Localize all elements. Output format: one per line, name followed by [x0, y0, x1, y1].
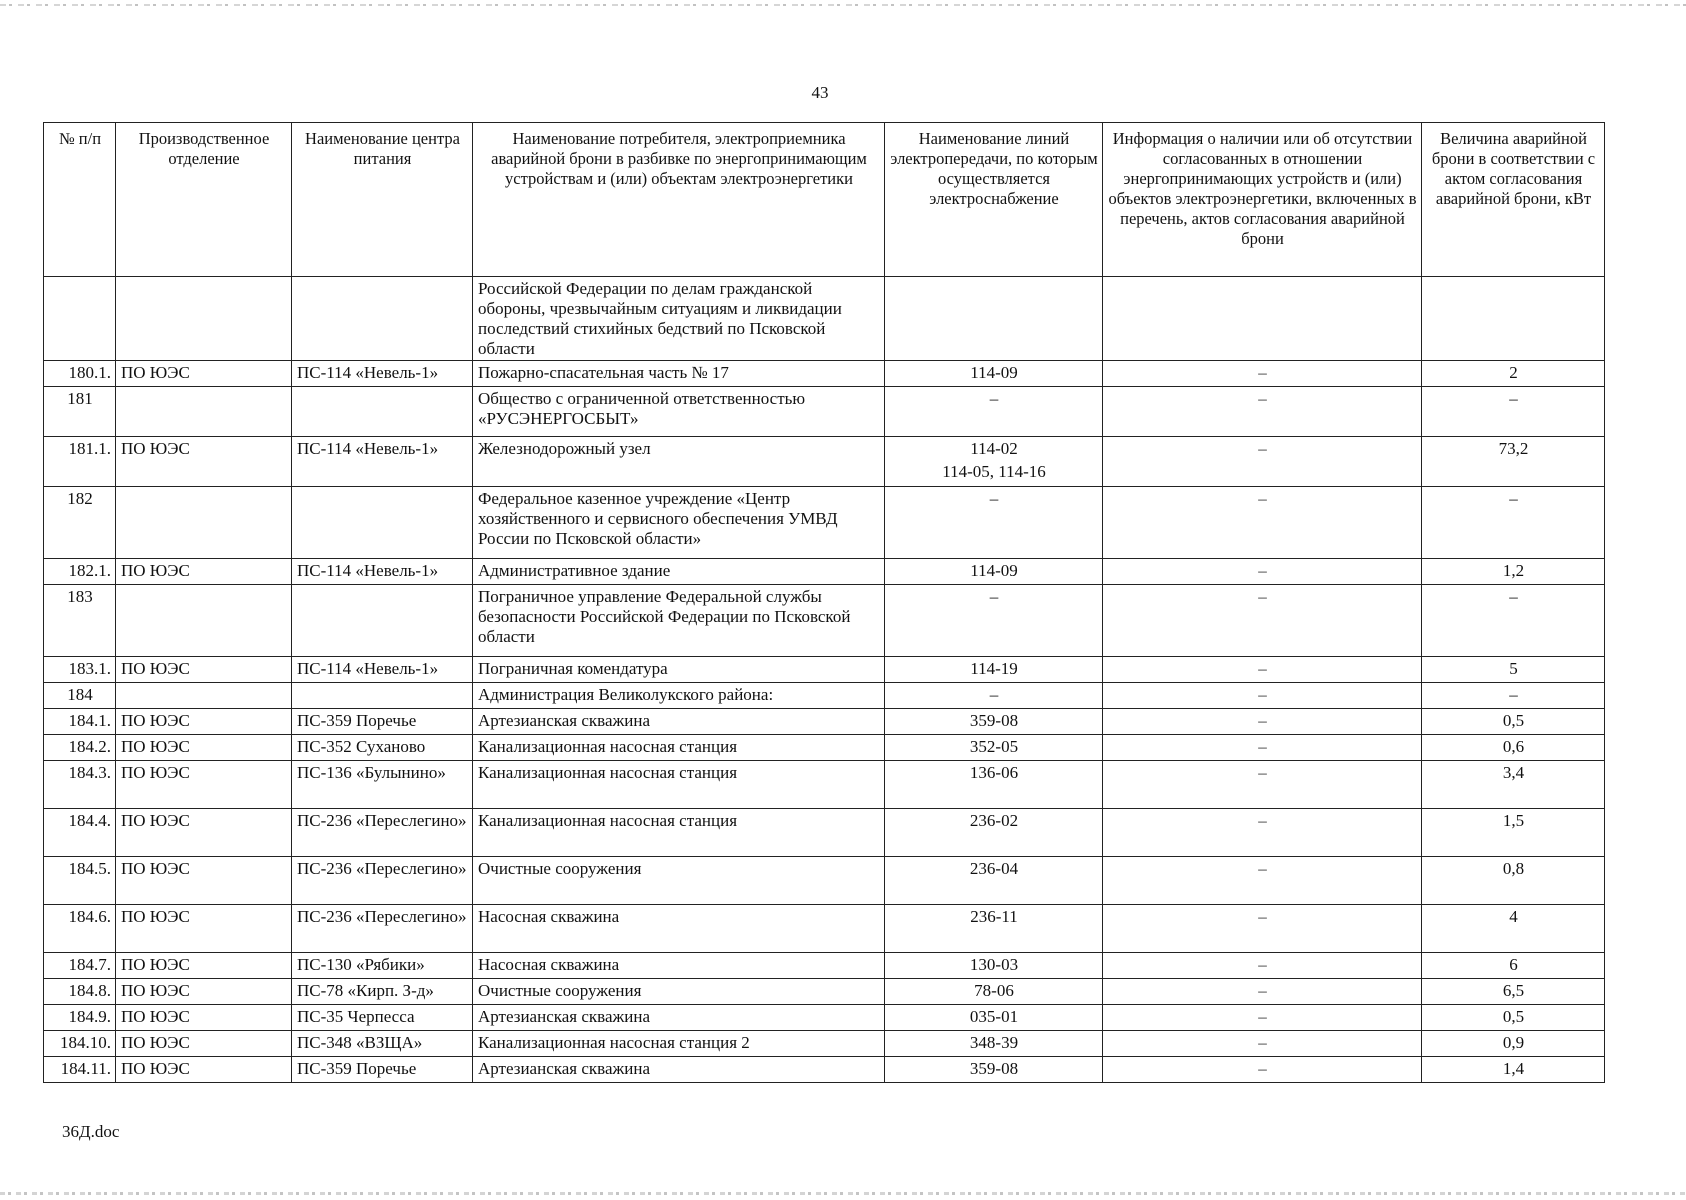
header-value: Величина аварийной брони в соответствии с актом согласования аварийной брони, кВт: [1422, 123, 1605, 277]
cell-info: –: [1103, 953, 1422, 979]
cell-division: [116, 387, 292, 437]
cell-value: 0,9: [1422, 1031, 1605, 1057]
table-row: [44, 761, 1605, 809]
cell-value: –: [1422, 585, 1605, 657]
cell-lines-primary: 136-06: [969, 763, 1019, 782]
page-number: 43: [811, 83, 829, 102]
cell-value: 6,5: [1422, 979, 1605, 1005]
cell-info: –: [1103, 857, 1422, 905]
cell-consumer: Железнодорожный узел: [473, 437, 885, 487]
table-row: [44, 1031, 1605, 1057]
cell-consumer: Администрация Великолукского района:: [473, 683, 885, 709]
table-row: [44, 585, 1605, 657]
header-division: Производственное отделение: [116, 123, 292, 277]
table-header-row: [44, 123, 1605, 277]
cell-lines-primary: 236-02: [969, 811, 1019, 830]
cell-value: [1422, 277, 1605, 361]
cell-power-center: [292, 585, 473, 657]
cell-consumer: Очистные сооружения: [473, 979, 885, 1005]
cell-power-center: ПС-359 Поречье: [292, 1057, 473, 1083]
scan-edge-bottom: [0, 1192, 1686, 1195]
cell-power-center: ПС-114 «Невель-1»: [292, 657, 473, 683]
cell-value: 0,6: [1422, 735, 1605, 761]
cell-num: 184.11.: [44, 1057, 116, 1083]
cell-lines: [885, 277, 1103, 361]
table-row: [44, 277, 1605, 361]
cell-num: 184: [44, 683, 116, 709]
cell-info: –: [1103, 1005, 1422, 1031]
cell-power-center: [292, 683, 473, 709]
cell-division: ПО ЮЭС: [116, 857, 292, 905]
cell-num: 184.8.: [44, 979, 116, 1005]
scan-edge-top: [0, 4, 1686, 6]
cell-power-center: ПС-136 «Булынино»: [292, 761, 473, 809]
cell-lines: [885, 683, 1103, 709]
cell-division: ПО ЮЭС: [116, 559, 292, 585]
cell-info: –: [1103, 709, 1422, 735]
cell-info: –: [1103, 585, 1422, 657]
cell-value: 1,5: [1422, 809, 1605, 857]
table-row: [44, 361, 1605, 387]
cell-lines-primary: 359-08: [969, 1059, 1019, 1078]
table-row: [44, 979, 1605, 1005]
cell-info: –: [1103, 487, 1422, 559]
cell-lines: [885, 761, 1103, 809]
cell-consumer: Пограничная комендатура: [473, 657, 885, 683]
header-lines: Наименование линий электропередачи, по которым осуществляется электроснабжение: [885, 123, 1103, 277]
cell-division: [116, 585, 292, 657]
cell-lines: [885, 361, 1103, 387]
cell-value: 5: [1422, 657, 1605, 683]
cell-lines-secondary: 114-05, 114-16: [942, 462, 1046, 481]
cell-value: –: [1422, 683, 1605, 709]
table-row: [44, 437, 1605, 487]
cell-lines-primary: –: [989, 685, 999, 704]
cell-power-center: ПС-114 «Невель-1»: [292, 437, 473, 487]
cell-lines-primary: 114-09: [970, 561, 1018, 580]
cell-division: [116, 277, 292, 361]
cell-lines-primary: –: [989, 489, 999, 508]
cell-consumer: Артезианская скважина: [473, 1005, 885, 1031]
cell-power-center: [292, 277, 473, 361]
cell-lines-primary: 236-11: [970, 907, 1018, 926]
file-name-footer: 36Д.doc: [62, 1122, 120, 1141]
cell-consumer: Насосная скважина: [473, 905, 885, 953]
cell-info: –: [1103, 559, 1422, 585]
cell-value: 73,2: [1422, 437, 1605, 487]
cell-value: 1,2: [1422, 559, 1605, 585]
cell-power-center: [292, 387, 473, 437]
cell-power-center: ПС-236 «Переслегино»: [292, 857, 473, 905]
cell-value: –: [1422, 387, 1605, 437]
table-row: [44, 387, 1605, 437]
cell-lines-primary: 78-06: [974, 981, 1014, 1000]
cell-info: –: [1103, 387, 1422, 437]
cell-division: ПО ЮЭС: [116, 979, 292, 1005]
table-row: [44, 735, 1605, 761]
cell-division: ПО ЮЭС: [116, 1005, 292, 1031]
cell-lines-primary: 348-39: [969, 1033, 1019, 1052]
cell-lines: [885, 735, 1103, 761]
cell-lines-primary: –: [989, 389, 999, 408]
cell-power-center: ПС-236 «Переслегино»: [292, 809, 473, 857]
cell-division: ПО ЮЭС: [116, 657, 292, 683]
cell-lines-primary: 352-05: [969, 737, 1019, 756]
table-row: [44, 905, 1605, 953]
table-row: [44, 857, 1605, 905]
cell-lines-primary: 114-19: [970, 659, 1018, 678]
cell-num: 184.1.: [44, 709, 116, 735]
cell-lines: [885, 487, 1103, 559]
cell-lines: [885, 559, 1103, 585]
cell-lines: [885, 857, 1103, 905]
cell-consumer: Пограничное управление Федеральной службы безопасности Российской Федерации по Псковской области: [473, 585, 885, 657]
cell-lines-primary: 035-01: [969, 1007, 1019, 1026]
cell-consumer: Федеральное казенное учреждение «Центр хозяйственного и сервисного обеспечения УМВД России по Псковской области»: [473, 487, 885, 559]
cell-lines-primary: 114-09: [970, 363, 1018, 382]
cell-division: ПО ЮЭС: [116, 809, 292, 857]
cell-lines: [885, 809, 1103, 857]
table-row: [44, 657, 1605, 683]
cell-division: ПО ЮЭС: [116, 1031, 292, 1057]
cell-num: 184.6.: [44, 905, 116, 953]
cell-info: –: [1103, 809, 1422, 857]
cell-value: 0,8: [1422, 857, 1605, 905]
cell-consumer: Артезианская скважина: [473, 1057, 885, 1083]
table-row: [44, 1057, 1605, 1083]
cell-info: –: [1103, 1057, 1422, 1083]
cell-consumer: Канализационная насосная станция: [473, 735, 885, 761]
cell-lines-primary: 130-03: [969, 955, 1019, 974]
table-row: [44, 487, 1605, 559]
cell-consumer: Насосная скважина: [473, 953, 885, 979]
header-num: № п/п: [44, 123, 116, 277]
cell-lines: [885, 1031, 1103, 1057]
cell-value: 3,4: [1422, 761, 1605, 809]
cell-division: ПО ЮЭС: [116, 361, 292, 387]
cell-info: –: [1103, 761, 1422, 809]
cell-division: ПО ЮЭС: [116, 709, 292, 735]
cell-lines-primary: –: [989, 587, 999, 606]
cell-division: ПО ЮЭС: [116, 953, 292, 979]
cell-value: 0,5: [1422, 709, 1605, 735]
cell-consumer: Канализационная насосная станция 2: [473, 1031, 885, 1057]
cell-num: 184.10.: [44, 1031, 116, 1057]
table-body: [44, 277, 1605, 1083]
table-row: [44, 953, 1605, 979]
cell-info: –: [1103, 735, 1422, 761]
cell-lines-primary: 359-08: [969, 711, 1019, 730]
cell-num: 181.1.: [44, 437, 116, 487]
cell-num: 184.4.: [44, 809, 116, 857]
cell-value: 6: [1422, 953, 1605, 979]
cell-division: ПО ЮЭС: [116, 905, 292, 953]
cell-consumer: Канализационная насосная станция: [473, 809, 885, 857]
cell-num: 184.2.: [44, 735, 116, 761]
cell-consumer: Российской Федерации по делам гражданской обороны, чрезвычайным ситуациям и ликвидации последствий стихийных бедствий по Псковской области: [473, 277, 885, 361]
cell-info: –: [1103, 437, 1422, 487]
cell-power-center: ПС-78 «Кирп. З-д»: [292, 979, 473, 1005]
cell-info: –: [1103, 683, 1422, 709]
cell-lines: [885, 953, 1103, 979]
cell-division: ПО ЮЭС: [116, 1057, 292, 1083]
cell-division: [116, 683, 292, 709]
cell-num: [44, 277, 116, 361]
cell-info: –: [1103, 657, 1422, 683]
cell-consumer: Общество с ограниченной ответственностью «РУСЭНЕРГОСБЫТ»: [473, 387, 885, 437]
table-row: [44, 559, 1605, 585]
cell-consumer: Пожарно-спасательная часть № 17: [473, 361, 885, 387]
cell-lines: [885, 657, 1103, 683]
cell-lines: [885, 1005, 1103, 1031]
cell-division: ПО ЮЭС: [116, 761, 292, 809]
cell-consumer: Канализационная насосная станция: [473, 761, 885, 809]
cell-num: 182: [44, 487, 116, 559]
cell-lines: [885, 387, 1103, 437]
cell-lines: [885, 905, 1103, 953]
cell-lines-primary: 236-04: [969, 859, 1019, 878]
cell-num: 184.3.: [44, 761, 116, 809]
cell-division: [116, 487, 292, 559]
cell-power-center: ПС-114 «Невель-1»: [292, 559, 473, 585]
cell-num: 183: [44, 585, 116, 657]
cell-info: [1103, 277, 1422, 361]
cell-lines: [885, 979, 1103, 1005]
cell-value: 4: [1422, 905, 1605, 953]
cell-info: –: [1103, 905, 1422, 953]
emergency-reserve-table: [43, 122, 1605, 1083]
cell-num: 183.1.: [44, 657, 116, 683]
cell-power-center: ПС-236 «Переслегино»: [292, 905, 473, 953]
cell-power-center: ПС-35 Черпесса: [292, 1005, 473, 1031]
cell-value: 0,5: [1422, 1005, 1605, 1031]
header-power-center: Наименование центра питания: [292, 123, 473, 277]
cell-num: 181: [44, 387, 116, 437]
cell-num: 180.1.: [44, 361, 116, 387]
cell-info: –: [1103, 1031, 1422, 1057]
cell-info: –: [1103, 361, 1422, 387]
cell-lines-primary: 114-02: [970, 439, 1018, 458]
cell-num: 184.7.: [44, 953, 116, 979]
cell-power-center: ПС-114 «Невель-1»: [292, 361, 473, 387]
header-consumer: Наименование потребителя, электроприемника аварийной брони в разбивке по энергопринимающим устройствам и (или) объектам электроэнергетики: [473, 123, 885, 277]
cell-power-center: ПС-352 Суханово: [292, 735, 473, 761]
cell-num: 184.5.: [44, 857, 116, 905]
cell-division: ПО ЮЭС: [116, 437, 292, 487]
cell-consumer: Административное здание: [473, 559, 885, 585]
cell-lines: [885, 437, 1103, 487]
cell-consumer: Очистные сооружения: [473, 857, 885, 905]
cell-value: 1,4: [1422, 1057, 1605, 1083]
table-row: [44, 1005, 1605, 1031]
cell-power-center: ПС-348 «ВЗЩА»: [292, 1031, 473, 1057]
table-row: [44, 683, 1605, 709]
cell-lines: [885, 585, 1103, 657]
cell-power-center: ПС-359 Поречье: [292, 709, 473, 735]
cell-consumer: Артезианская скважина: [473, 709, 885, 735]
cell-num: 184.9.: [44, 1005, 116, 1031]
cell-lines: [885, 709, 1103, 735]
cell-power-center: ПС-130 «Рябики»: [292, 953, 473, 979]
cell-value: –: [1422, 487, 1605, 559]
cell-division: ПО ЮЭС: [116, 735, 292, 761]
cell-power-center: [292, 487, 473, 559]
cell-num: 182.1.: [44, 559, 116, 585]
header-info: Информация о наличии или об отсутствии согласованных в отношении энергопринимающих устройств и (или) объектов электроэнергетики, включенных в перечень, актов согласования аварийной брони: [1103, 123, 1422, 277]
cell-info: –: [1103, 979, 1422, 1005]
table-row: [44, 809, 1605, 857]
cell-lines: [885, 1057, 1103, 1083]
table-row: [44, 709, 1605, 735]
cell-value: 2: [1422, 361, 1605, 387]
